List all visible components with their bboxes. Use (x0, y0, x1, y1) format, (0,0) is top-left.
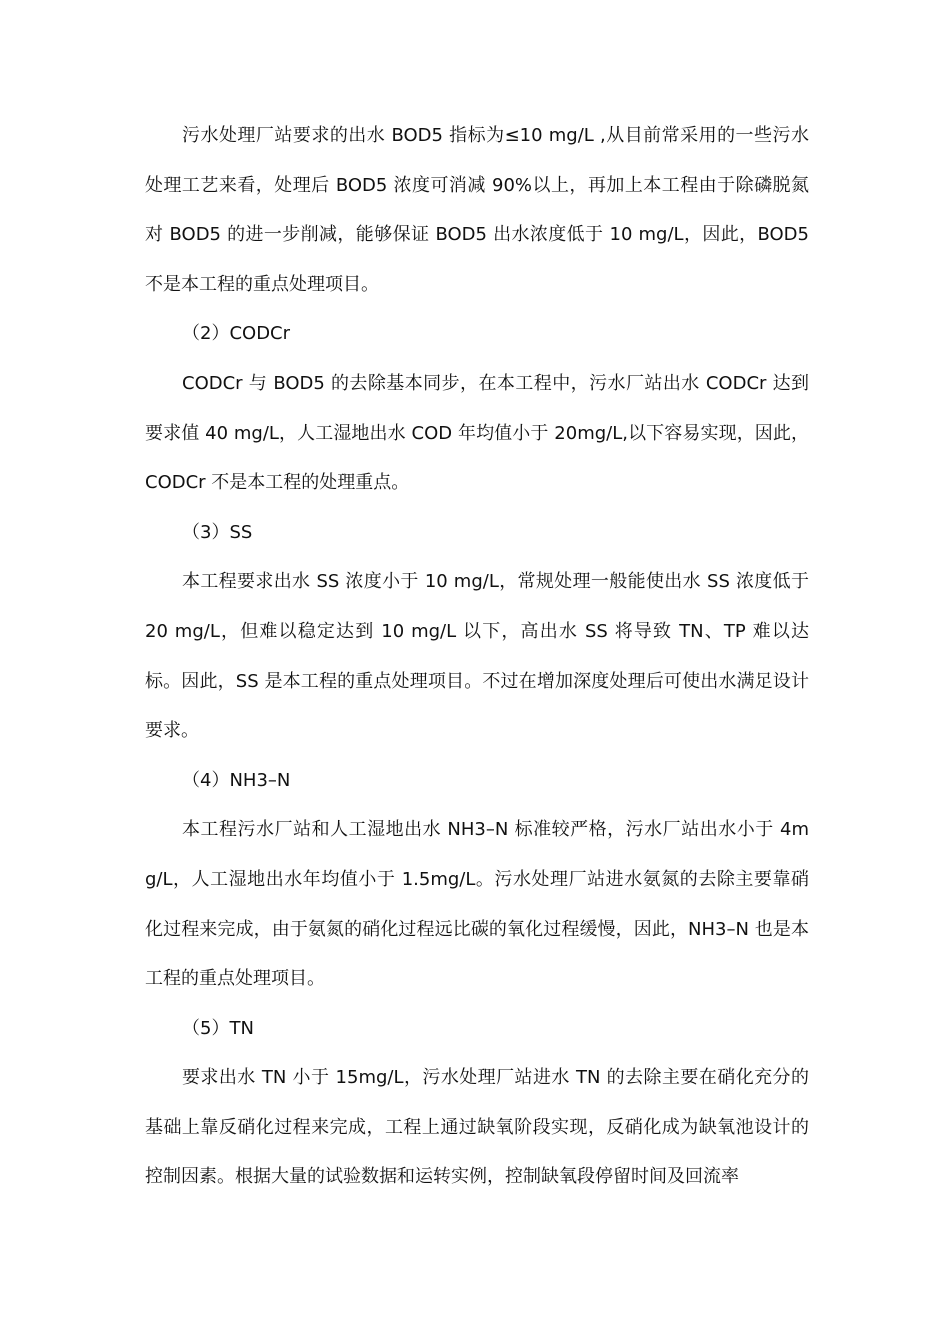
paragraph-nh3n: 本工程污水厂站和人工湿地出水 NH3–N 标准较严格，污水厂站出水小于 4mg/L，人工湿地出水年均值小于 1.5mg/L。污水处理厂站进水氨氮的去除主要靠硝化过程来完成，由于氨氮的硝化过程远比碳的氧化过程缓慢，因此，NH3–N 也是本工程的重点处理项目。 (145, 819, 809, 990)
paragraph-codcr: CODCr 与 BOD5 的去除基本同步，在本工程中，污水厂站出水 CODCr 达到要求值 40 mg/L，人工湿地出水 COD 年均值小于 20mg/L,以下容易实现，因此，CODCr 不是本工程的处理重点。 (145, 372, 809, 494)
section-heading-codcr: （2）CODCr (182, 323, 291, 345)
paragraph-tn: 要求出水 TN 小于 15mg/L，污水处理厂站进水 TN 的去除主要在硝化充分的基础上靠反硝化过程来完成，工程上通过缺氧阶段实现，反硝化成为缺氧池设计的控制因素。根据大量的试验数据和运转实例，控制缺氧段停留时间及回流率 (145, 1067, 809, 1188)
section-heading-ss: （3）SS (182, 521, 253, 543)
paragraph-ss: 本工程要求出水 SS 浓度小于 10 mg/L，常规处理一般能使出水 SS 浓度低于 20 mg/L，但难以稳定达到 10 mg/L 以下，高出水 SS 将导致 TN、TP 难以达标。因此，SS 是本工程的重点处理项目。不过在增加深度处理后可使出水满足设计要求。 (145, 571, 809, 742)
document-body (145, 111, 809, 1202)
section-heading-tn: （5）TN (182, 1017, 254, 1039)
paragraph-bod5: 污水处理厂站要求的出水 BOD5 指标为≤10 mg/L ,从目前常采用的一些污水处理工艺来看，处理后 BOD5 浓度可消减 90%以上，再加上本工程由于除磷脱氮对 BOD5 的进一步削减，能够保证 BOD5 出水浓度低于 10 mg/L，因此，BOD5 不是本工程的重点处理项目。 (145, 125, 809, 295)
section-heading-nh3n: （4）NH3–N (182, 769, 291, 791)
